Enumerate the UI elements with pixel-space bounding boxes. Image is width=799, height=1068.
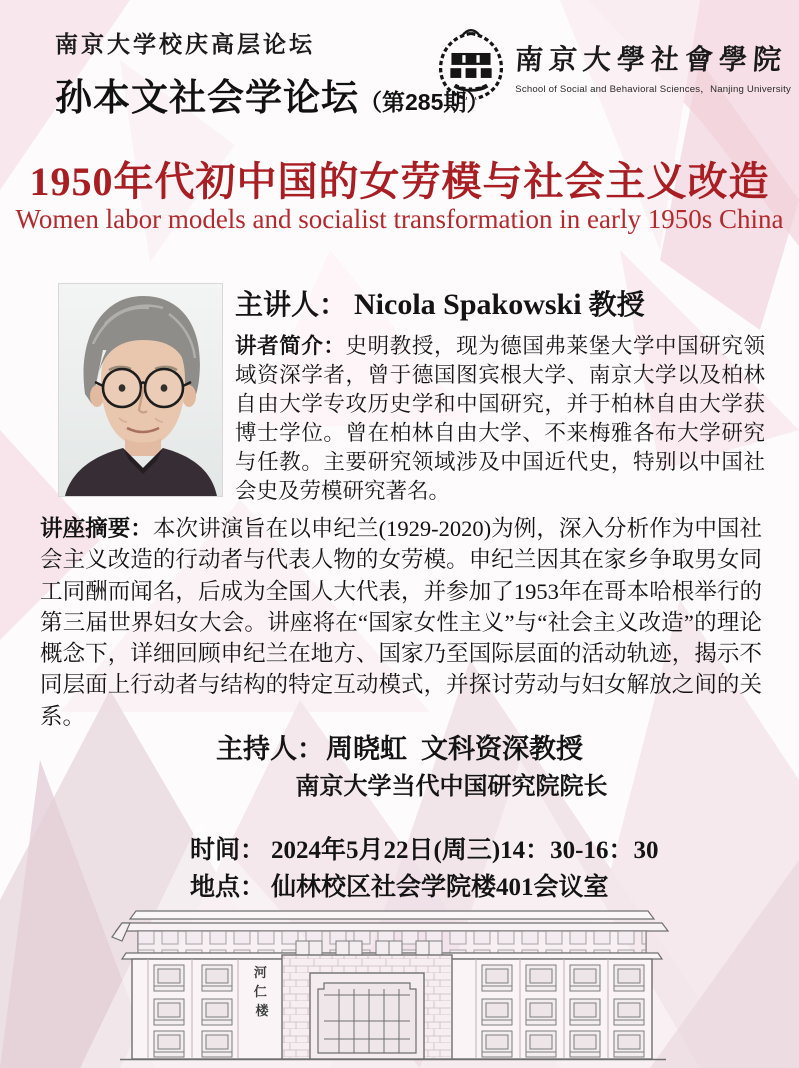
forum-title — [55, 67, 489, 121]
speaker-section — [58, 283, 765, 506]
location-label: 地点： — [190, 873, 266, 901]
host-section — [0, 727, 799, 801]
forum-series-title: 南京大学校庆高层论坛 — [55, 31, 315, 57]
building-name-char: 仁 — [253, 984, 267, 999]
host-title: 文科资深教授 — [421, 734, 583, 764]
building-name-char: 楼 — [255, 1003, 269, 1018]
school-name-en: School of Social and Behavioral Sciences，Nanjing University — [515, 83, 791, 95]
speaker-name: Nicola Spakowski — [354, 288, 582, 321]
building-name-char: 河 — [253, 965, 267, 980]
school-logo — [433, 28, 791, 104]
speaker-portrait — [58, 283, 223, 497]
forum-header — [55, 26, 489, 121]
speaker-bio-text: 史明教授，现为德国弗莱堡大学中国研究领域资深学者，曾于德国图宾根大学、南京大学以及柏林自由大学专攻历史学和中国研究，并于柏林自由大学获博士学位。曾在柏林自由大学、不来梅雅各布大学研究与任教。主要研究领域涉及中国近代史，特别以中国社会史及劳模研究著名。 — [235, 334, 765, 504]
abstract-label: 讲座摘要： — [40, 516, 153, 541]
event-time-row — [190, 832, 659, 869]
school-logo-text — [515, 38, 791, 95]
host-line — [0, 727, 799, 766]
abstract-text: 本次讲演旨在以申纪兰(1929-2020)为例，深入分析作为中国社会主义改造的行动者与代表人物的女劳模。申纪兰因其在家乡争取男女同工同酬而闻名，后成为全国人大代表，并参加了1953年在哥本哈根举行的第三届世界妇女大会。讲座将在“国家女性主义”与“社会主义改造”的理论概念下，详细回顾申纪兰在地方、国家乃至国际层面的活动轨迹，揭示不同层面上行动者与结构的特定互动模式，并探讨劳动与妇女解放之间的关系。 — [40, 516, 762, 729]
speaker-bio — [235, 332, 765, 506]
forum-title-main: 孙本文社会学论坛 — [55, 77, 359, 118]
speaker-name-line — [235, 283, 765, 323]
heren-building-illustration — [110, 903, 676, 1065]
lecture-abstract — [40, 513, 762, 732]
lecture-title-cn: 1950年代初中国的女劳模与社会主义改造 — [29, 159, 770, 204]
school-emblem-icon — [433, 28, 509, 104]
speaker-title-suffix: 教授 — [588, 289, 645, 320]
event-info — [190, 832, 659, 906]
host-subtitle: 南京大学当代中国研究院院长 — [295, 773, 608, 800]
location-value: 仙林校区社会学院楼401会议室 — [271, 874, 609, 901]
time-value: 2024年5月22日(周三)14：30-16：30 — [271, 837, 659, 864]
host-subtitle-row — [0, 766, 799, 801]
host-label: 主持人： — [216, 734, 324, 764]
school-name-cn: 南京大學社會學院 — [513, 44, 789, 76]
speaker-label: 主讲人： — [235, 289, 348, 320]
forum-issue-number: （第285期） — [359, 89, 490, 115]
time-label: 时间： — [190, 836, 266, 864]
svg-text:河 仁 楼 — [254, 965, 270, 1018]
lecture-title-en: Women labor models and socialist transformation in early 1950s China — [15, 204, 784, 234]
speaker-info — [235, 283, 765, 506]
host-name: 周晓虹 — [326, 734, 407, 764]
event-location-row — [190, 869, 659, 906]
speaker-bio-label: 讲者简介： — [235, 334, 346, 358]
